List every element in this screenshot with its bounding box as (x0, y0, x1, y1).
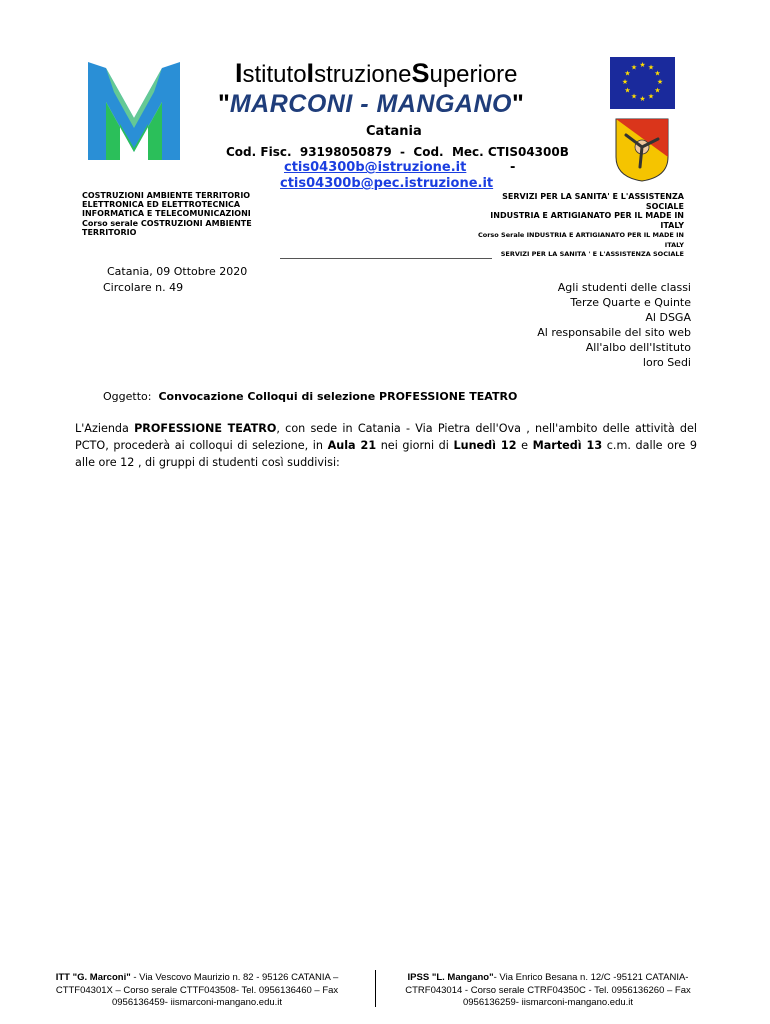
subject-line: Oggetto: Convocazione Colloqui di selezione PROFESSIONE TEATRO (103, 390, 518, 403)
circular-number: Circolare n. 49 (103, 281, 184, 294)
svg-text:★: ★ (621, 78, 629, 86)
svg-text:★: ★ (654, 86, 661, 95)
fiscal-codes: Cod. Fisc. 93198050879 - Cod. Mec. CTIS04300B (226, 145, 569, 159)
svg-text:★: ★ (624, 69, 631, 78)
recipients: Agli studenti delle classi Terze Quarte e Quinte Al DSGA Al responsabile del sito web All'albo dell'Istituto loro Sedi (537, 281, 691, 369)
svg-text:★: ★ (647, 92, 655, 101)
city: Catania (366, 124, 422, 139)
svg-text:★: ★ (654, 69, 661, 78)
institute-title: IstitutoIstruzioneSuperiore (235, 58, 518, 88)
svg-text:★: ★ (639, 61, 646, 69)
svg-text:★: ★ (639, 95, 646, 103)
svg-text:★: ★ (624, 86, 631, 95)
header-divider (280, 258, 492, 259)
courses-left: COSTRUZIONI AMBIENTE TERRITORIO ELETTRONICA ED ELETTROTECNICA INFORMATICA E TELECOMUNICAZIONI Corso serale COSTRUZIONI AMBIENTE TERRITORIO (82, 191, 252, 237)
email-separator: - (510, 160, 516, 175)
svg-text:★: ★ (630, 92, 638, 101)
footer-left: ITT "G. Marconi" - Via Vescovo Maurizio n. 82 - 95126 CATANIA – CTTF04301X – Corso serale CTTF043508- Tel. 0956136460 – Fax 0956136459- iismarconi-mangano.edu.it (55, 972, 339, 1008)
svg-text:★: ★ (656, 78, 664, 86)
school-logo (88, 62, 180, 160)
body-paragraph: L'Azienda PROFESSIONE TEATRO, con sede in Catania - Via Pietra dell'Ova , nell'ambito delle attività del PCTO, procederà ai colloqui di selezione, in Aula 21 nei giorni di Lunedì 12 e Martedì 13 c.m. dalle ore 9 alle ore 12 , di gruppi di studenti così suddivisi: (75, 422, 697, 469)
svg-text:★: ★ (630, 63, 638, 72)
eu-flag-icon (610, 57, 675, 109)
email-link-istruzione[interactable]: ctis04300b@istruzione.it (284, 160, 467, 175)
footer-right: IPSS "L. Mangano"- Via Enrico Besana n. 12/C -95121 CATANIA-CTRF043014 - Corso serale CTRF04350C - Tel. 0956136260 – Fax 0956136259- iismarconi-mangano.edu.it (405, 972, 691, 1008)
svg-text:★: ★ (647, 63, 655, 72)
sicily-emblem-icon (614, 117, 670, 183)
courses-right: SERVIZI PER LA SANITA' E L'ASSISTENZA SOCIALE INDUSTRIA E ARTIGIANATO PER IL MADE IN ITALY Corso Serale INDUSTRIA E ARTIGIANATO PER IL MADE IN ITALY SERVIZI PER LA SANITA ' E L'ASSISTENZA SOCIALE (477, 192, 684, 259)
footer-divider (375, 970, 376, 1007)
email-link-pec[interactable]: ctis04300b@pec.istruzione.it (280, 176, 494, 191)
letter-date: Catania, 09 Ottobre 2020 (107, 265, 248, 278)
school-name: "MARCONI - MANGANO" (218, 90, 524, 118)
